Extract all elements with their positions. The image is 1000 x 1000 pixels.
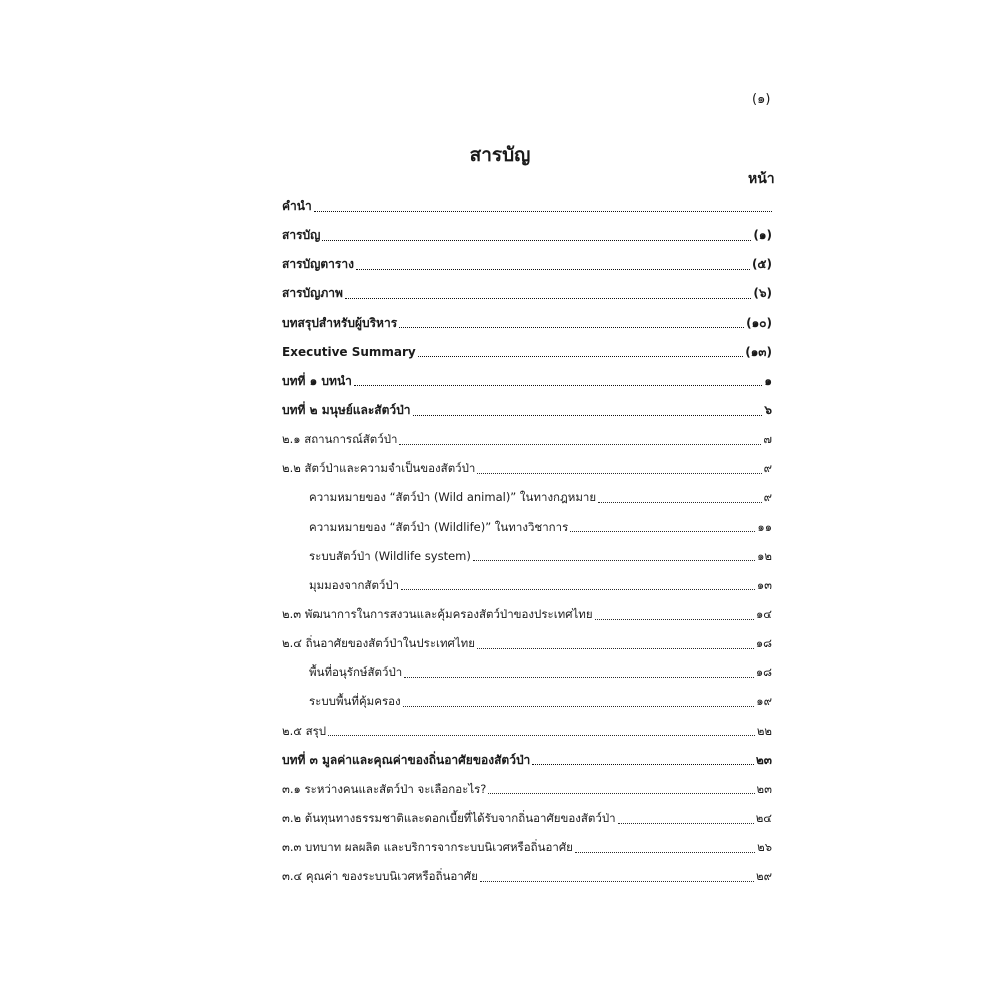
toc-entry-page: ๑๒ [757,548,772,563]
toc-entry[interactable] [282,483,772,512]
toc-entry-label: สารบัญ [282,228,321,243]
toc-entry-page: ๙ [763,490,772,505]
toc-entry-label: พื้นที่อนุรักษ์สัตว์ป่า [309,665,403,680]
toc-entry[interactable] [282,338,772,367]
toc-entry-page: ๑๓ [756,577,772,592]
toc-entry[interactable] [282,571,772,600]
toc-entry-label: สารบัญภาพ [282,286,343,301]
toc-entry-page: ๑๘ [755,636,772,651]
toc-dot-leader [399,443,761,445]
toc-dot-leader [595,618,754,620]
toc-entry-label: ๒.๓ พัฒนาการในการสงวนและคุ้มครองสัตว์ป่าของประเทศไทย [282,606,593,621]
toc-dot-leader [413,414,763,416]
toc-entry-page: ๒๓ [756,781,772,796]
toc-entry-label: มุมมองจากสัตว์ป่า [309,577,400,592]
page-column-header: หน้า [748,171,775,187]
toc-dot-leader [598,501,761,503]
toc-dot-leader [354,384,762,386]
document-title: สารบัญ [469,144,531,166]
toc-dot-leader [356,268,750,270]
toc-entry-page: (๕) [751,257,772,272]
toc-entry-page: ๒๒ [756,723,772,738]
toc-entry[interactable] [282,279,772,308]
toc-entry-label: ๒.๑ สถานการณ์สัตว์ป่า [282,432,398,447]
toc-entry-label: บทที่ ๓ มูลค่าและคุณค่าของถิ่นอาศัยของสัตว์ป่า [282,752,531,767]
toc-entry[interactable] [282,746,772,775]
toc-entry[interactable] [282,454,772,483]
toc-entry-label: ๒.๕ สรุป [282,723,327,738]
toc-entry-label: สารบัญตาราง [282,257,354,272]
toc-dot-leader [570,530,755,532]
toc-entry-label: ๓.๑ ระหว่างคนและสัตว์ป่า จะเลือกอะไร? [282,781,487,796]
toc-dot-leader [403,705,755,707]
toc-entry-label: ๓.๓ บทบาท ผลผลิต และบริการจากระบบนิเวศหรือถิ่นอาศัย [282,840,573,855]
toc-entry[interactable] [282,629,772,658]
toc-dot-leader [322,239,751,241]
toc-dot-leader [618,822,754,824]
toc-entry-label: ๒.๔ ถิ่นอาศัยของสัตว์ป่าในประเทศไทย [282,636,475,651]
toc-dot-leader [532,763,754,765]
toc-entry[interactable] [282,804,772,833]
toc-dot-leader [328,734,755,736]
toc-dot-leader [401,588,755,590]
toc-entry-label: บทที่ ๒ มนุษย์และสัตว์ป่า [282,402,411,417]
toc-entry-label: บทสรุปสำหรับผู้บริหาร [282,315,398,330]
toc-entry[interactable] [282,658,772,687]
toc-entry[interactable] [282,367,772,396]
toc-entry-label: ๒.๒ สัตว์ป่าและความจำเป็นของสัตว์ป่า [282,461,476,476]
toc-entry-label: ความหมายของ “สัตว์ป่า (Wildlife)” ในทางวิชาการ [309,519,569,534]
toc-entry-page: ๒๓ [755,752,772,767]
toc-dot-leader [473,559,755,561]
toc-dot-leader [477,647,754,649]
toc-dot-leader [404,676,754,678]
toc-entry[interactable] [282,542,772,571]
toc-dot-leader [488,792,754,794]
toc-entry-page: ๒๙ [755,869,772,884]
toc-entry-page: ๖ [764,402,772,417]
toc-entry-label: ระบบพื้นที่คุ้มครอง [309,694,401,709]
toc-entry[interactable] [282,425,772,454]
toc-entry-page: (๑๐) [746,315,772,330]
toc-dot-leader [345,297,751,299]
toc-entry-page: ๑๑ [757,519,772,534]
toc-entry-label: ๓.๒ ต้นทุนทางธรรมชาติและดอกเบี้ยที่ได้รับจากถิ่นอาศัยของสัตว์ป่า [282,810,616,825]
toc-entry[interactable] [282,250,772,279]
toc-entry-page: ๑๘ [755,665,772,680]
toc-entry[interactable] [282,396,772,425]
toc-entry[interactable] [282,309,772,338]
toc-dot-leader [314,210,772,212]
toc-entry-label: ๓.๔ คุณค่า ของระบบนิเวศหรือถิ่นอาศัย [282,869,478,884]
toc-entry[interactable] [282,192,772,221]
toc-entry-label: บทที่ ๑ บทนำ [282,373,352,388]
toc-entry[interactable] [282,221,772,250]
toc-entry-page: ๑๔ [755,606,772,621]
toc-entry-label: ความหมายของ “สัตว์ป่า (Wild animal)” ในทางกฎหมาย [309,490,597,505]
toc-entry[interactable] [282,513,772,542]
toc-entry-page: ๑ [764,373,772,388]
toc-entry-page: ๙ [763,461,772,476]
table-of-contents [282,192,772,891]
toc-entry-page: (๖) [753,286,772,301]
toc-entry[interactable] [282,833,772,862]
toc-dot-leader [418,355,743,357]
toc-entry[interactable] [282,862,772,891]
toc-dot-leader [480,880,754,882]
toc-entry[interactable] [282,600,772,629]
page-number: (๑) [752,92,771,107]
toc-dot-leader [575,851,755,853]
toc-entry[interactable] [282,775,772,804]
toc-entry-page: (๑) [753,228,772,243]
toc-entry[interactable] [282,687,772,716]
toc-entry-page: (๑๓) [745,344,772,359]
toc-entry-page: ๒๔ [755,810,772,825]
toc-dot-leader [477,472,761,474]
toc-entry-label: คำนำ [282,199,312,213]
toc-entry-page: ๗ [763,432,772,447]
toc-dot-leader [399,326,744,328]
toc-entry-label: Executive Summary [282,344,416,359]
toc-entry[interactable] [282,717,772,746]
toc-entry-page: ๑๙ [756,694,772,709]
toc-entry-label: ระบบสัตว์ป่า (Wildlife system) [309,548,471,563]
toc-entry-page: ๒๖ [757,840,772,855]
